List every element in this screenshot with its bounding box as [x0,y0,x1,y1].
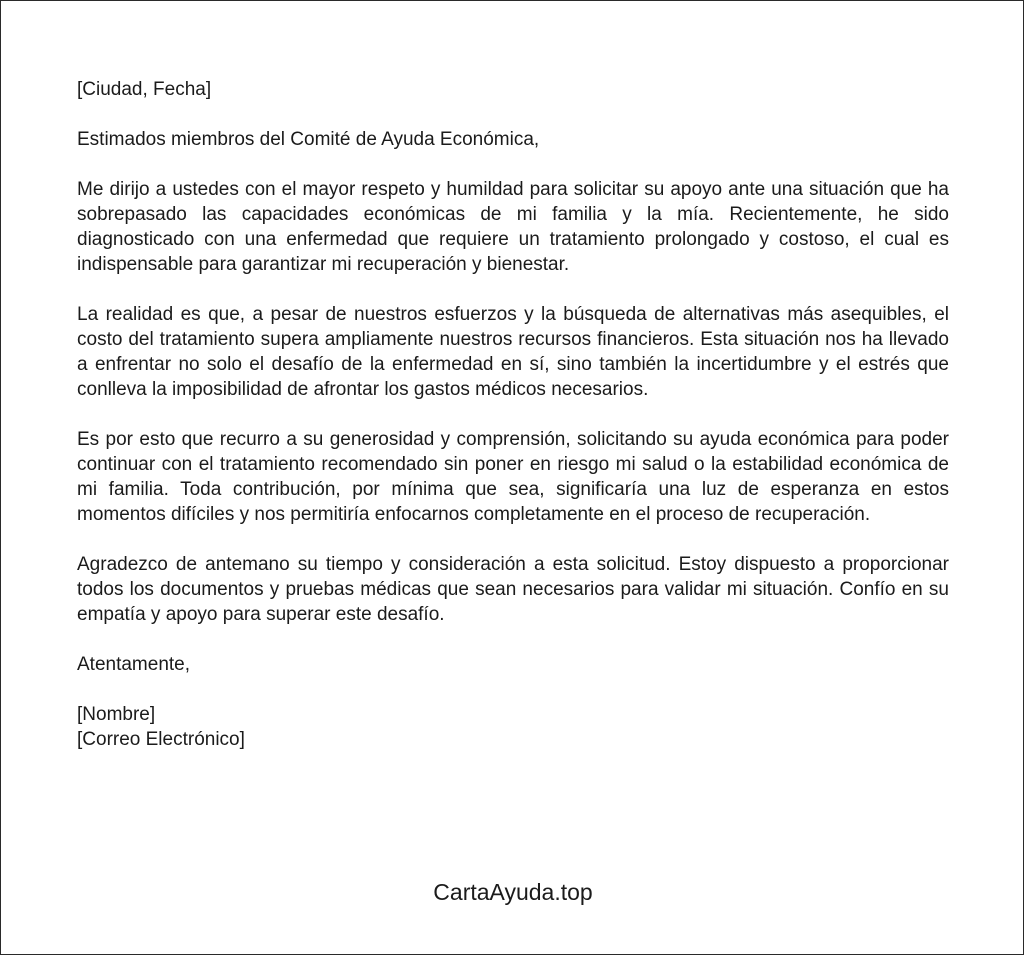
site-watermark: CartaAyuda.top [433,879,593,905]
paragraph-appeal: Es por esto que recurro a su generosidad y comprensión, solicitando su ayuda económica para poder continuar con el tratamiento recomendado sin poner en riesgo mi salud o la estabilidad económica de mi familia. Toda contribución, por mínima que sea, significaría una luz de esperanza en estos momentos difíciles y nos permitiría enfocarnos completamente en el proceso de recuperación. [77,429,949,525]
signature-name: [Nombre] [77,704,156,725]
paragraph-situation: La realidad es que, a pesar de nuestros esfuerzos y la búsqueda de alternativas más asequibles, el costo del tratamiento supera ampliamente nuestros recursos financieros. Esta situación nos ha llevado a enfrentar no solo el desafío de la enfermedad en sí, sino también la incertidumbre y el estrés que conlleva la imposibilidad de afrontar los gastos médicos necesarios. [77,304,949,400]
signature-email: [Correo Electrónico] [77,729,245,750]
closing: Atentamente, [77,654,191,675]
signature-block [77,702,949,752]
place-date: [Ciudad, Fecha] [77,79,212,100]
paragraph-thanks: Agradezco de antemano su tiempo y consideración a esta solicitud. Estoy dispuesto a proporcionar todos los documentos y pruebas médicas que sean necesarios para validar mi situación. Confío en su empatía y apoyo para superar este desafío. [77,554,949,625]
letter-body [77,77,949,752]
paragraph-request: Me dirijo a ustedes con el mayor respeto y humildad para solicitar su apoyo ante una situación que ha sobrepasado las capacidades económicas de mi familia y la mía. Recientemente, he sido diagnosticado con una enfermedad que requiere un tratamiento prolongado y costoso, el cual es indispensable para garantizar mi recuperación y bienestar. [77,179,949,275]
salutation: Estimados miembros del Comité de Ayuda Económica, [77,129,540,150]
